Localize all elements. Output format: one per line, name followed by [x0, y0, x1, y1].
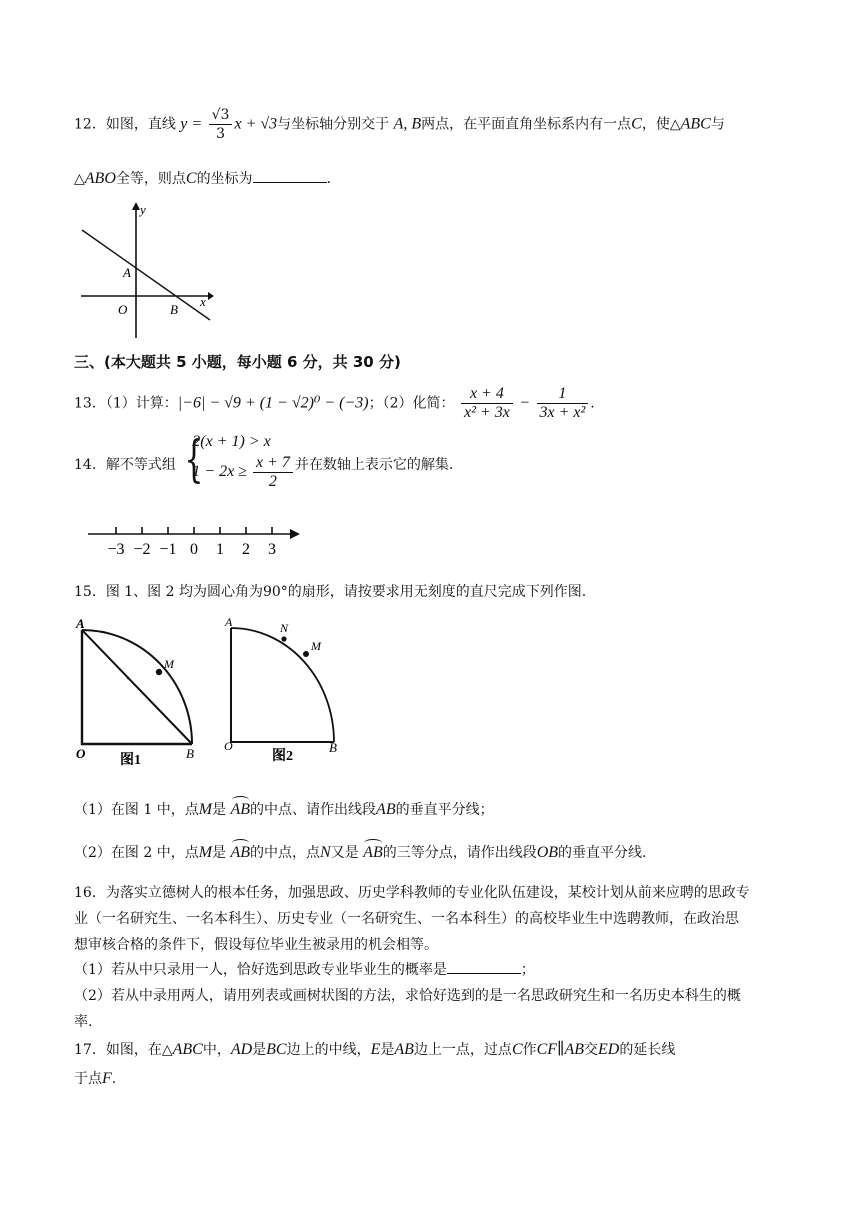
q13-fraction-2: $\frac{1}{\text{3x + x²}}$ — [537, 385, 589, 422]
fig12-x-label: x — [200, 294, 206, 309]
q13-expression: |−6| − √9 + (1 − √2)⁰ − (−3) — [177, 394, 369, 412]
q17-number: 17． — [74, 1042, 106, 1058]
q16-line1: 16．为落实立德树人的根本任务，加强思政、历史学科教师的专业化队伍建设，某校计划从前来应聘的思政专 — [74, 885, 750, 901]
q13-fraction-1: $\frac{x + 4}{\text{x² + 3x}}$ — [461, 385, 513, 422]
q12-figure — [76, 200, 216, 342]
fig2-a-label: A — [225, 615, 233, 629]
number-line-label: −2 — [133, 541, 151, 558]
fig12-y-label: y — [140, 202, 146, 217]
arc-ab-notation: AB — [230, 801, 251, 818]
q16-line3: 想审核合格的条件下，假设每位毕业生被录用的机会相等。 — [74, 937, 438, 953]
section-3-heading: 三、(本大题共 5 小题，每小题 6 分，共 30 分) — [74, 353, 401, 371]
fig1-o-label: O — [76, 746, 86, 761]
number-line-label: −3 — [107, 541, 125, 558]
number-line-label: 0 — [190, 541, 198, 558]
fig2-o-label: O — [224, 739, 233, 753]
q13-number: 13． — [74, 395, 106, 412]
q15-figure-2 — [222, 614, 352, 764]
q17-line1: 17．如图，在△ABC中，AD是BC边上的中线，E是AB边上一点，过点C作CF∥AB交ED的延长线 — [74, 1041, 676, 1058]
q12-number: 12． — [74, 116, 106, 133]
q14-number-line — [86, 522, 306, 560]
q15-line: 15．图 1、图 2 均为圆心角为90°的扇形，请按要求用无刻度的直尺完成下列作图. — [74, 584, 587, 600]
number-line-label: 2 — [242, 541, 250, 558]
q16-sub1: （1）若从中只录用一人，恰好选到思政专业毕业生的概率是 ； — [74, 959, 535, 980]
q14-line: 14．解不等式组 { 2(x + 1) > x 1 − 2x ≥ $\frac{x + 7}{2}$ 并在数轴上表示它的解集. — [74, 430, 453, 491]
q13-line: 13．（1）计算：|−6| − √9 + (1 − √2)⁰ − (−3)；（2）化简： $\frac{x + 4}{\text{x² + 3x}}$ − $\frac{1}{\text{3x + x²}}$ . — [74, 385, 595, 421]
q12-line1: 12．如图，直线 y = $\frac{√3}{3}$ x + √3与坐标轴分别交于 A, B两点，在平面直角坐标系内有一点C，使△ABC与 — [74, 107, 725, 142]
q16-sub2-line1: （2）若从中录用两人，请用列表或画树状图的方法，求恰好选到的是一名思政研究生和一名历史本科生的概 — [74, 988, 741, 1004]
fig2-b-label: B — [329, 740, 337, 755]
number-line-label: 1 — [216, 541, 224, 558]
fig1-caption: 图1 — [120, 753, 141, 766]
q12-answer-blank — [253, 168, 327, 183]
number-line-label: −1 — [159, 541, 177, 558]
q14-fraction: $\frac{x + 7}{2}$ — [253, 454, 293, 491]
q12-line2: △ABO全等，则点C的坐标为 . — [74, 170, 332, 187]
q12-fraction: $\frac{√3}{3}$ — [209, 106, 233, 143]
arc-ab-notation: AB — [363, 844, 383, 861]
q15-number: 15． — [74, 584, 106, 600]
fig12-b-label: B — [170, 302, 178, 317]
q14-inequality-system: { 2(x + 1) > x 1 − 2x ≥ $\frac{x + 7}{2}$ — [180, 430, 295, 491]
fig12-a-label: A — [123, 265, 131, 280]
q14-number: 14． — [74, 456, 106, 473]
q15-figure-1 — [72, 616, 202, 766]
q15-sub1: （1）在图 1 中，点M是 AB的中点、请作出线段AB的垂直平分线； — [74, 801, 494, 818]
number-line-label: 3 — [268, 541, 276, 558]
fig2-caption: 图2 — [272, 749, 293, 764]
fig1-b-label: B — [186, 746, 194, 761]
q17-line2: 于点F. — [74, 1070, 117, 1087]
q15-sub2: （2）在图 2 中，点M是 AB的中点，点N又是 AB的三等分点，请作出线段OB的垂直平分线. — [74, 844, 647, 861]
fig12-o-label: O — [118, 302, 128, 317]
q16-line2: 业（一名研究生、一名本科生）、历史专业（一名研究生、一名本科生）的高校毕业生中选聘教师，在政治思 — [74, 911, 739, 927]
q16-answer-blank — [447, 959, 521, 974]
fig1-m-label: M — [164, 657, 174, 671]
q16-sub2-line2: 率. — [74, 1014, 93, 1030]
fig2-n-label: N — [280, 621, 289, 635]
fig1-a-label: A — [76, 616, 85, 631]
fig2-m-label: M — [311, 639, 321, 653]
arc-ab-notation: AB — [230, 844, 251, 861]
